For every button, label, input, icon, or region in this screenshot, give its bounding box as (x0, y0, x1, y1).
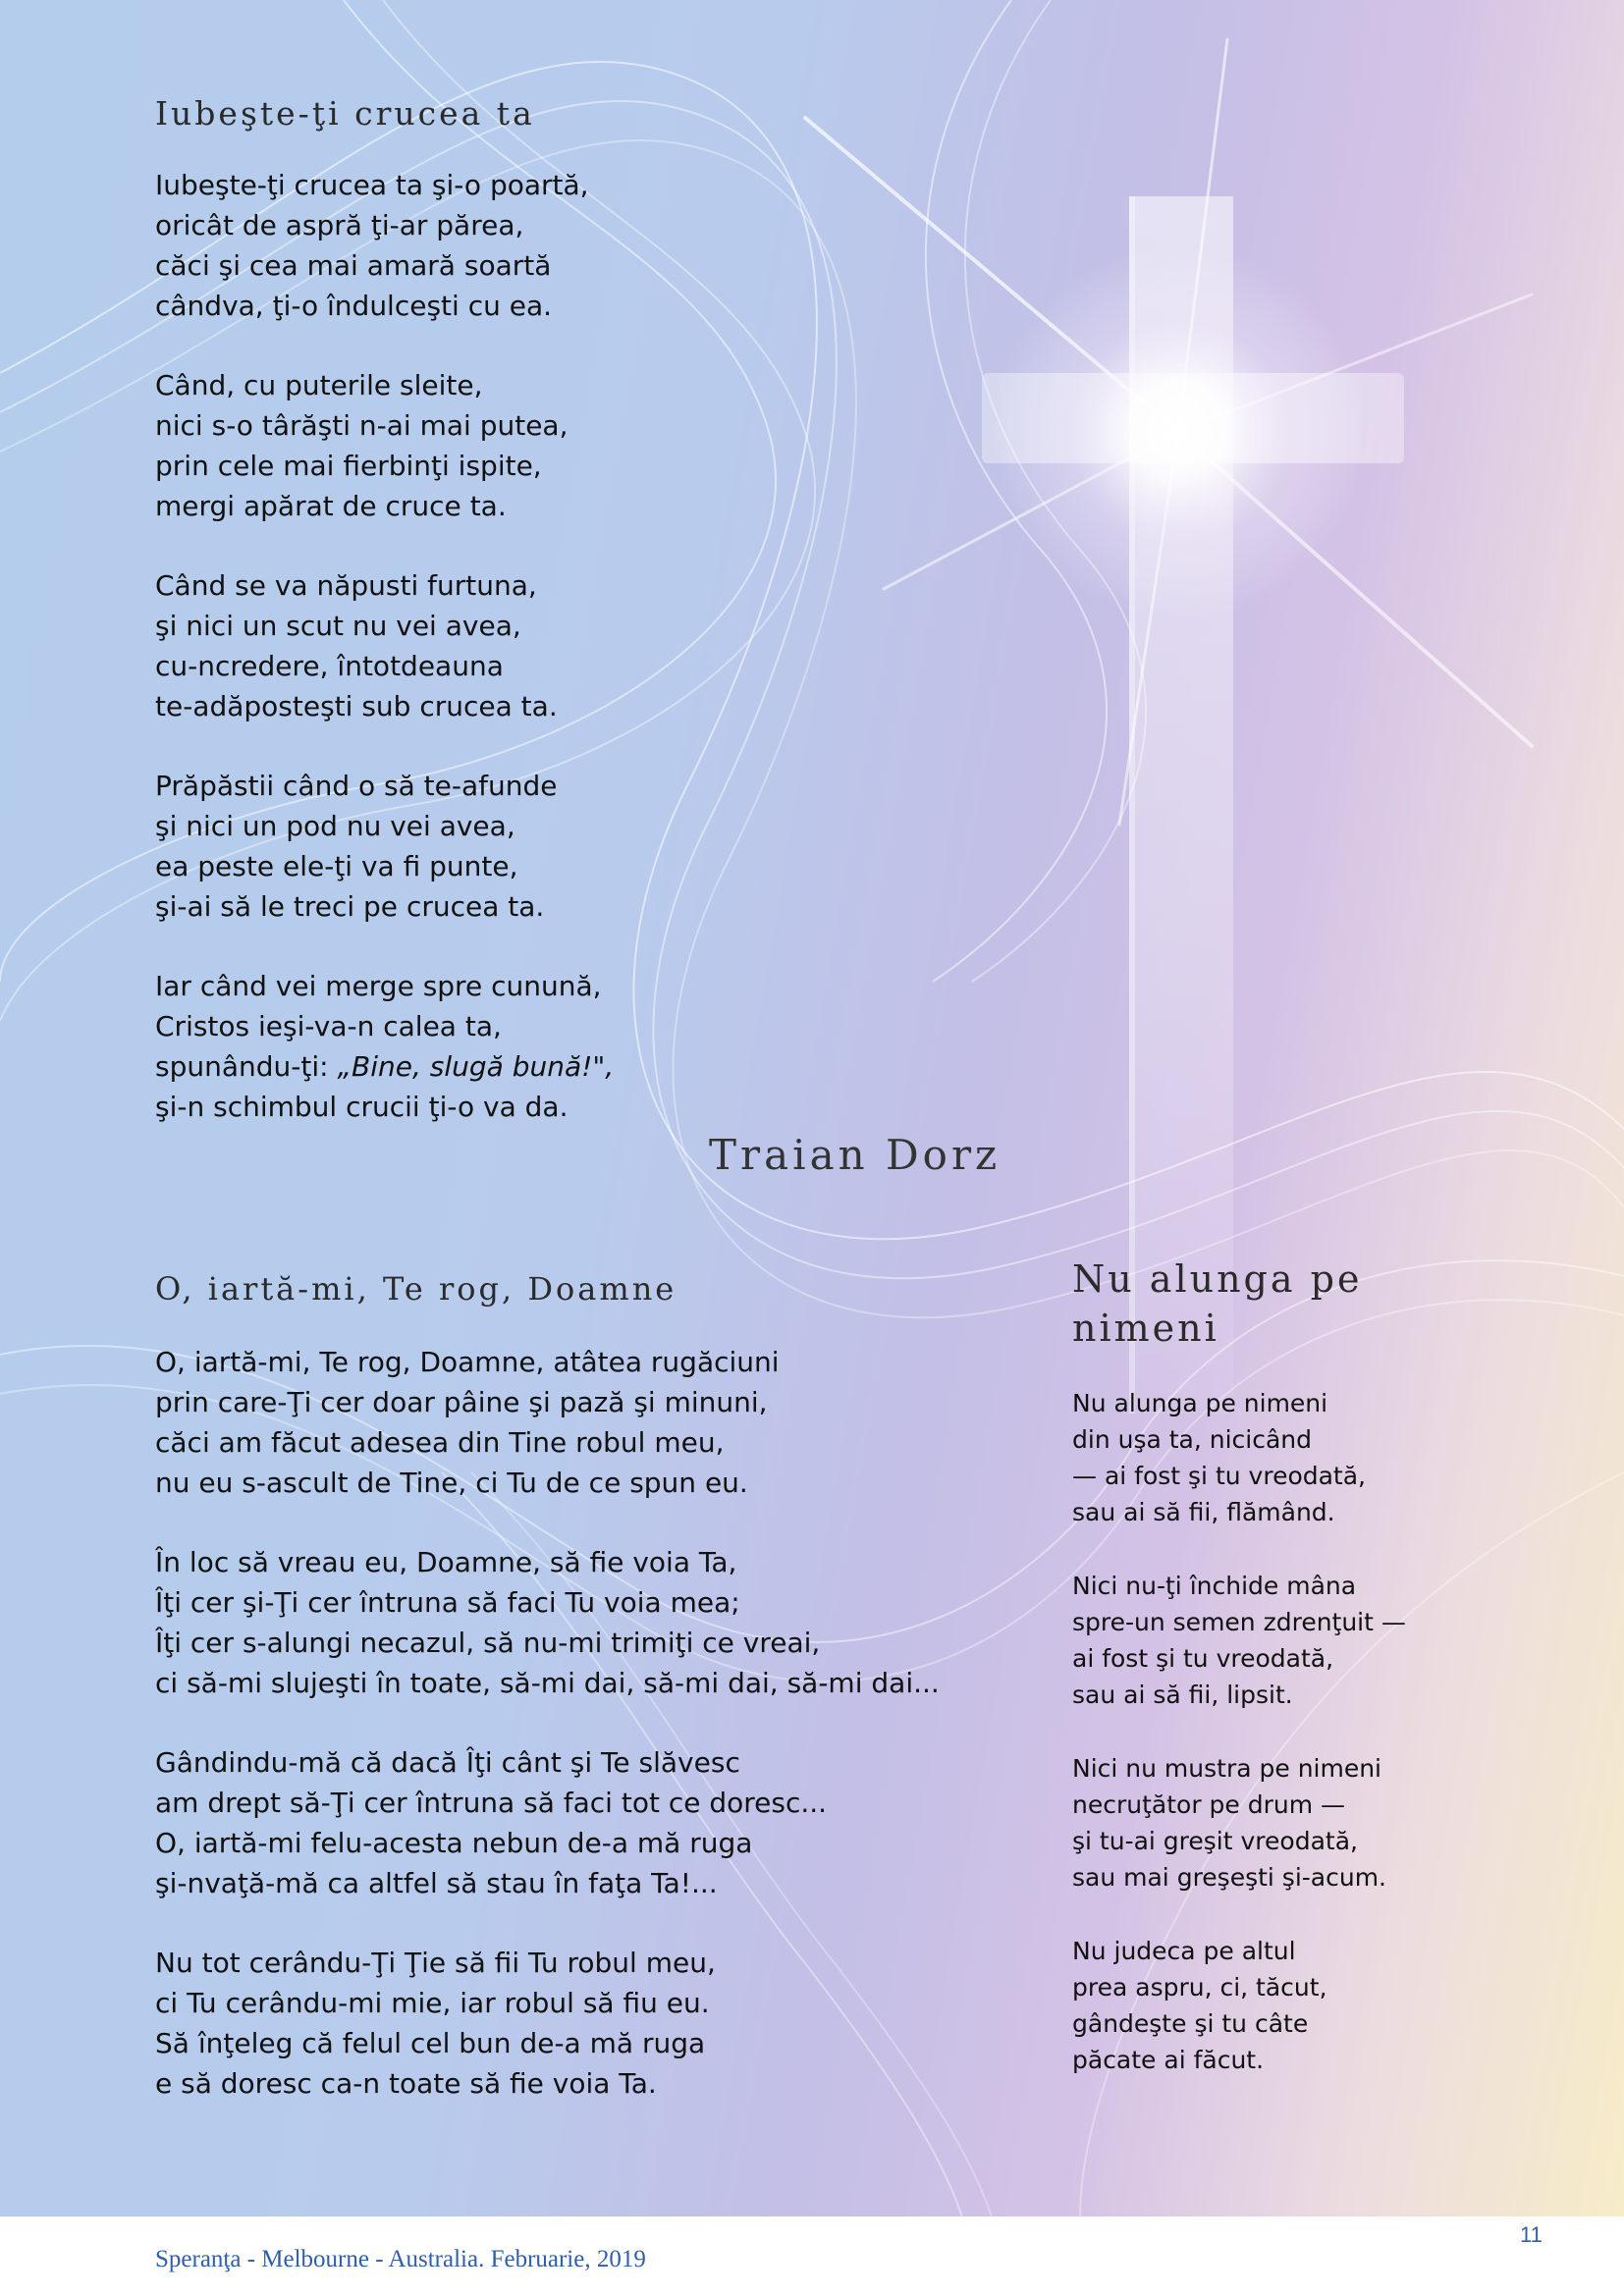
footer-publication: Speranţa - Melbourne - Australia. Februarie, 2019 (155, 2246, 646, 2272)
stanza (1072, 1568, 1406, 1713)
glow (992, 245, 1365, 618)
verse-line: Îţi cer şi-Ţi cer întruna să faci Tu voia mea; (155, 1586, 740, 1619)
stanza (155, 966, 614, 1127)
verse-line: căci şi cea mai amară soartă (155, 249, 552, 282)
verse-line: O, iartă-mi felu-acesta nebun de-a mă ruga (155, 1827, 753, 1859)
verse-line: te-adăposteşti sub crucea ta. (155, 690, 558, 722)
verse-line: Iar când vei merge spre cunună, (155, 970, 602, 1002)
verse-line: şi-n schimbul crucii ţi-o va da. (155, 1091, 568, 1123)
verse-line: Cristos ieşi-va-n calea ta, (155, 1010, 502, 1042)
verse-line: ci să-mi slujeşti în toate, să-mi dai, să-mi dai, să-mi dai... (155, 1667, 940, 1699)
verse-line: prin care-Ţi cer doar pâine şi pază şi minuni, (155, 1386, 768, 1418)
verse-line: Când, cu puterile sleite, (155, 369, 483, 401)
verse-line: din uşa ta, nicicând (1072, 1425, 1313, 1454)
verse-line: prea aspru, ci, tăcut, (1072, 1973, 1327, 2002)
stanza (1072, 1385, 1406, 1530)
poem-body (1072, 1385, 1406, 2115)
verse-line: — ai fost şi tu vreodată, (1072, 1462, 1366, 1490)
stanza (155, 565, 614, 726)
verse-line-with-quote (155, 1046, 614, 1087)
verse-line: sau ai să fii, flămând. (1072, 1498, 1335, 1526)
verse-line: ea peste ele-ţi va fi punte, (155, 850, 518, 882)
verse-line: am drept să-Ţi cer întruna să faci tot ce doresc... (155, 1787, 828, 1819)
stanza (155, 365, 614, 526)
verse-line: ai fost şi tu vreodată, (1072, 1644, 1334, 1673)
stanza (155, 1542, 940, 1703)
verse-line: păcate ai făcut. (1072, 2046, 1265, 2074)
verse-line: Nu alunga pe nimeni (1072, 1389, 1328, 1417)
verse-line: prin cele mai fierbinţi ispite, (155, 450, 542, 482)
stanza (155, 1742, 940, 1903)
verse-line: şi nici un scut nu vei avea, (155, 610, 521, 642)
verse-line: Îţi cer s-alungi necazul, să nu-mi trimiţi ce vreai, (155, 1627, 821, 1659)
verse-line: Nici nu-ţi închide mâna (1072, 1572, 1357, 1600)
verse-line: Iubeşte-ţi crucea ta şi-o poartă, (155, 169, 589, 201)
poem-title: Iubeşte-ţi crucea ta (155, 94, 535, 133)
author-signature: Traian Dorz (709, 1131, 1001, 1179)
poem-title-line: Nu alunga pe (1072, 1257, 1363, 1301)
verse-line: spre-un semen zdrenţuit — (1072, 1608, 1406, 1636)
verse-line: necruţător pe drum — (1072, 1790, 1346, 1819)
verse-line: ci Tu cerându-mi mie, iar robul să fiu eu. (155, 1987, 710, 2019)
verse-line: nici s-o târăşti n-ai mai putea, (155, 409, 568, 442)
verse-line: În loc să vreau eu, Doamne, să fie voia Ta, (155, 1546, 737, 1578)
verse-line: sau mai greşeşti şi-acum. (1072, 1863, 1387, 1892)
poem-title (1072, 1255, 1362, 1353)
verse-line: Nu tot cerându-Ţi Ţie să fii Tu robul meu, (155, 1947, 716, 1979)
quote: „Bine, slugă bună!", (337, 1050, 615, 1083)
verse-line: Gândindu-mă că dacă Îţi cânt şi Te slăvesc (155, 1746, 740, 1779)
verse-line: şi-ai să le treci pe crucea ta. (155, 890, 545, 923)
verse-line: cu-ncredere, întotdeauna (155, 650, 504, 682)
poem-body (155, 165, 614, 1166)
verse-line: Prăpăstii când o să te-afunde (155, 770, 558, 802)
verse-line: mergi apărat de cruce ta. (155, 490, 507, 522)
stanza (1072, 1750, 1406, 1896)
stanza (155, 1342, 940, 1503)
page-number: 11 (1520, 2222, 1543, 2247)
poem-title: O, iartă-mi, Te rog, Doamne (155, 1270, 677, 1308)
verse-line-lead: spunându-ţi: (155, 1050, 338, 1083)
verse-line: Când se va năpusti furtuna, (155, 569, 537, 602)
verse-line: e să doresc ca-n toate să fie voia Ta. (155, 2067, 657, 2100)
verse-line: şi nici un pod nu vei avea, (155, 810, 515, 842)
poem-title-line: nimeni (1072, 1307, 1219, 1350)
verse-line: oricât de aspră ţi-ar părea, (155, 209, 524, 241)
verse-line: Să înţeleg că felul cel bun de-a mă ruga (155, 2027, 706, 2059)
stanza (1072, 1933, 1406, 2078)
stanza (155, 1943, 940, 2104)
poem-body (155, 1342, 940, 2143)
verse-line: nu eu s-ascult de Tine, ci Tu de ce spun eu. (155, 1467, 748, 1499)
verse-line: Nici nu mustra pe nimeni (1072, 1754, 1382, 1783)
stanza (155, 165, 614, 326)
verse-line: şi tu-ai greşit vreodată, (1072, 1827, 1358, 1855)
verse-line: cândva, ţi-o îndulceşti cu ea. (155, 290, 553, 322)
verse-line: şi-nvaţă-mă ca altfel să stau în faţa Ta!... (155, 1867, 718, 1899)
verse-line: căci am făcut adesea din Tine robul meu, (155, 1426, 725, 1459)
verse-line: Nu judeca pe altul (1072, 1937, 1296, 1965)
verse-line: O, iartă-mi, Te rog, Doamne, atâtea rugăciuni (155, 1346, 780, 1378)
verse-line: gândeşte şi tu câte (1072, 2009, 1309, 2038)
stanza (155, 766, 614, 927)
verse-line: sau ai să fii, lipsit. (1072, 1681, 1293, 1709)
